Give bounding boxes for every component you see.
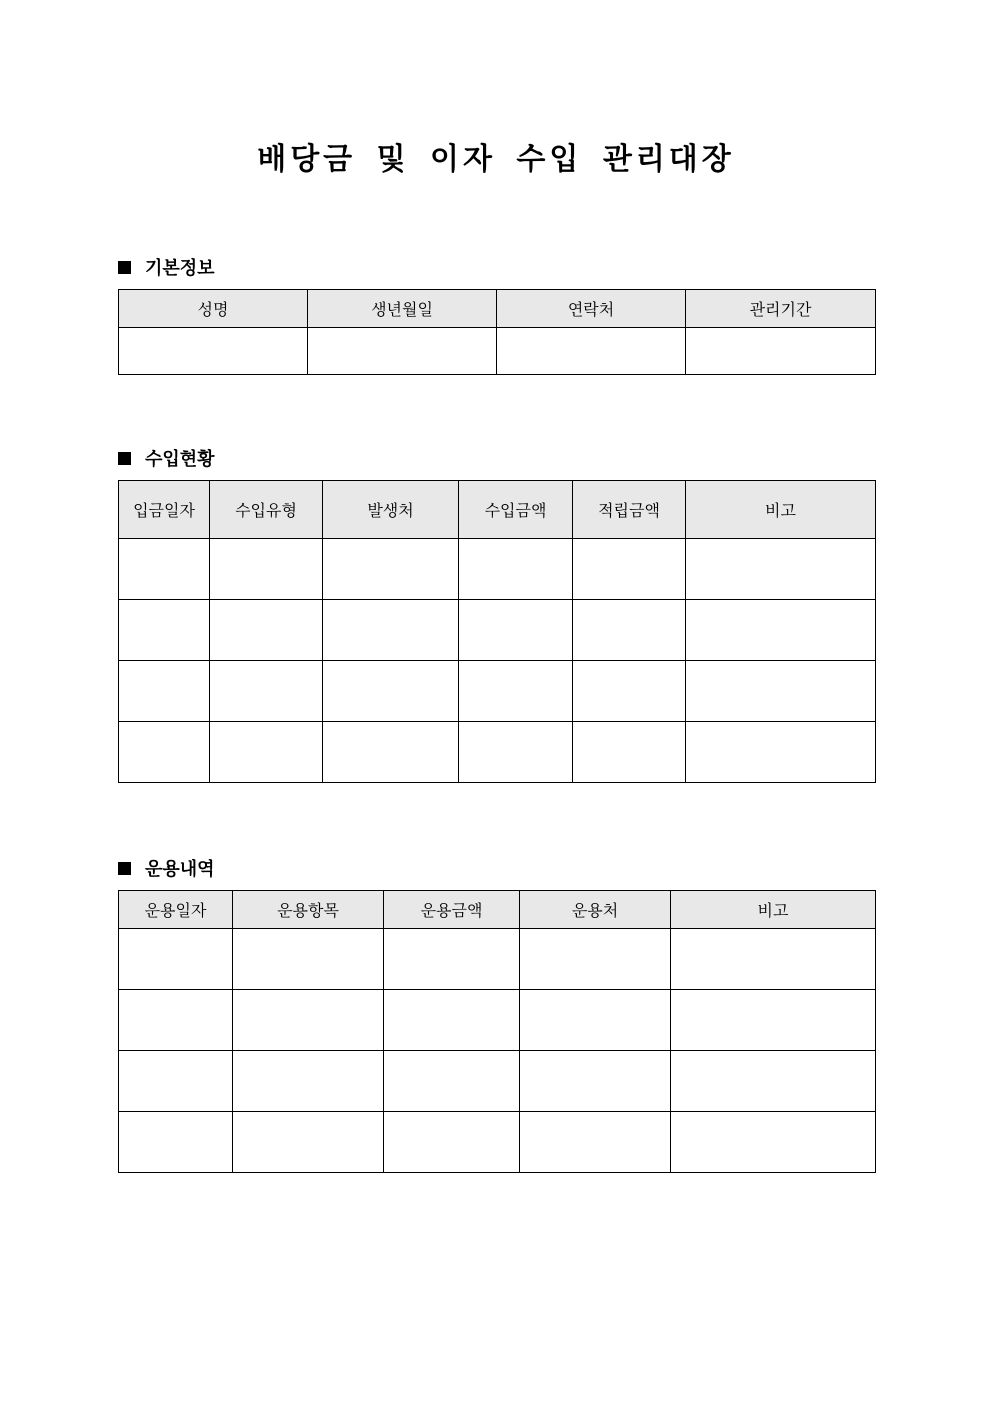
- table-cell[interactable]: [671, 1051, 876, 1112]
- table-cell[interactable]: [686, 539, 876, 600]
- table-cell[interactable]: [384, 1112, 520, 1173]
- usage-table: [118, 890, 876, 1173]
- section-heading-label: 기본정보: [145, 258, 215, 279]
- header-cell-usage-date: 운용일자: [119, 891, 233, 929]
- table-cell[interactable]: [459, 722, 573, 783]
- table-cell[interactable]: [520, 990, 671, 1051]
- table-cell[interactable]: [573, 722, 686, 783]
- input-cell-name[interactable]: [119, 328, 308, 375]
- table-cell[interactable]: [671, 1112, 876, 1173]
- table-header-row: [119, 290, 876, 328]
- table-cell[interactable]: [119, 539, 210, 600]
- table-cell[interactable]: [233, 1051, 384, 1112]
- page-title: 배당금 및 이자 수입 관리대장: [257, 142, 735, 177]
- header-cell-saved-amount: 적립금액: [573, 481, 686, 539]
- table-cell[interactable]: [323, 661, 459, 722]
- table-cell[interactable]: [384, 929, 520, 990]
- table-cell[interactable]: [323, 722, 459, 783]
- table-row: [119, 929, 876, 990]
- table-cell[interactable]: [210, 661, 323, 722]
- table-cell[interactable]: [520, 1112, 671, 1173]
- table-row: [119, 328, 876, 375]
- square-bullet-icon: [118, 261, 131, 274]
- table-cell[interactable]: [384, 1051, 520, 1112]
- table-cell[interactable]: [119, 722, 210, 783]
- header-cell-contact: 연락처: [497, 290, 686, 328]
- header-cell-income-amount: 수입금액: [459, 481, 573, 539]
- table-cell[interactable]: [459, 539, 573, 600]
- table-cell[interactable]: [233, 990, 384, 1051]
- table-cell[interactable]: [573, 661, 686, 722]
- header-cell-remarks: 비고: [671, 891, 876, 929]
- table-header-row: [119, 891, 876, 929]
- table-cell[interactable]: [573, 600, 686, 661]
- table-cell[interactable]: [686, 661, 876, 722]
- table-cell[interactable]: [119, 990, 233, 1051]
- basic-info-table: [118, 289, 876, 375]
- table-cell[interactable]: [119, 661, 210, 722]
- header-cell-deposit-date: 입금일자: [119, 481, 210, 539]
- header-cell-income-type: 수입유형: [210, 481, 323, 539]
- table-cell[interactable]: [210, 722, 323, 783]
- table-cell[interactable]: [233, 929, 384, 990]
- header-cell-period: 관리기간: [686, 290, 876, 328]
- table-cell[interactable]: [119, 929, 233, 990]
- table-cell[interactable]: [671, 929, 876, 990]
- table-row: [119, 990, 876, 1051]
- header-cell-source: 발생처: [323, 481, 459, 539]
- section-heading-label: 수입현황: [145, 449, 215, 470]
- table-cell[interactable]: [323, 539, 459, 600]
- table-row: [119, 539, 876, 600]
- header-cell-birthdate: 생년월일: [308, 290, 497, 328]
- table-cell[interactable]: [210, 600, 323, 661]
- table-header-row: [119, 481, 876, 539]
- table-cell[interactable]: [573, 539, 686, 600]
- table-cell[interactable]: [459, 600, 573, 661]
- table-cell[interactable]: [686, 722, 876, 783]
- table-cell[interactable]: [520, 1051, 671, 1112]
- input-cell-contact[interactable]: [497, 328, 686, 375]
- square-bullet-icon: [118, 862, 131, 875]
- input-cell-period[interactable]: [686, 328, 876, 375]
- square-bullet-icon: [118, 452, 131, 465]
- section-heading-label: 운용내역: [145, 859, 215, 880]
- table-cell[interactable]: [323, 600, 459, 661]
- header-cell-usage-amount: 운용금액: [384, 891, 520, 929]
- section-heading-usage: [118, 855, 215, 881]
- table-cell[interactable]: [233, 1112, 384, 1173]
- table-cell[interactable]: [384, 990, 520, 1051]
- table-row: [119, 722, 876, 783]
- table-row: [119, 1051, 876, 1112]
- table-cell[interactable]: [686, 600, 876, 661]
- header-cell-name: 성명: [119, 290, 308, 328]
- table-cell[interactable]: [119, 1112, 233, 1173]
- table-cell[interactable]: [459, 661, 573, 722]
- table-row: [119, 661, 876, 722]
- table-cell[interactable]: [671, 990, 876, 1051]
- header-cell-remarks: 비고: [686, 481, 876, 539]
- section-heading-basic-info: [118, 254, 215, 280]
- section-heading-income: [118, 445, 215, 471]
- table-row: [119, 1112, 876, 1173]
- table-cell[interactable]: [210, 539, 323, 600]
- table-cell[interactable]: [520, 929, 671, 990]
- income-table: [118, 480, 876, 783]
- input-cell-birthdate[interactable]: [308, 328, 497, 375]
- table-cell[interactable]: [119, 600, 210, 661]
- header-cell-usage-place: 운용처: [520, 891, 671, 929]
- table-cell[interactable]: [119, 1051, 233, 1112]
- table-row: [119, 600, 876, 661]
- header-cell-usage-item: 운용항목: [233, 891, 384, 929]
